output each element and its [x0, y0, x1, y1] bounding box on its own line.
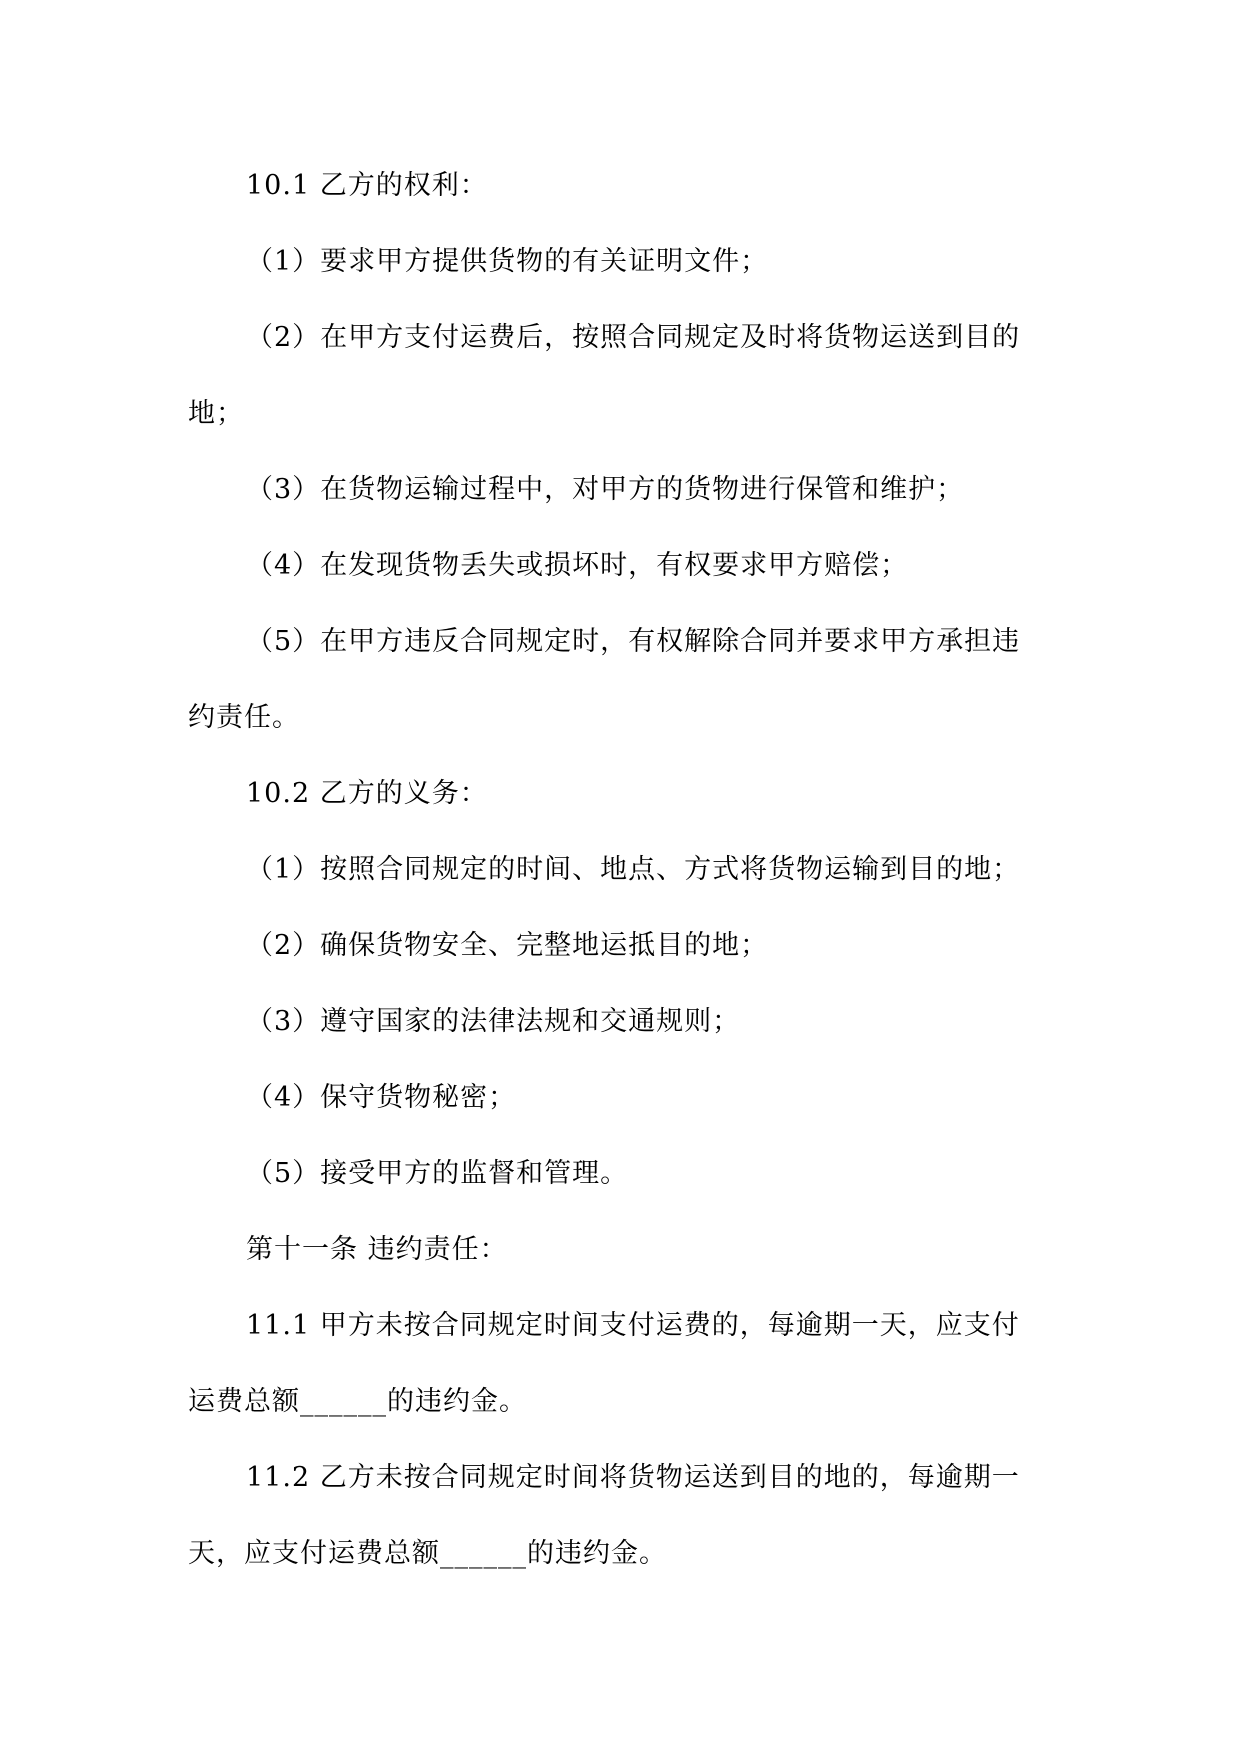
clause-10-1-heading: 10.1 乙方的权利：: [246, 170, 488, 201]
right-item-1: （1）要求甲方提供货物的有关证明文件；: [246, 246, 769, 277]
duty-item-3: （3）遵守国家的法律法规和交通规则；: [246, 1006, 741, 1037]
right-item-5: （5）在甲方违反合同规定时，有权解除合同并要求甲方承担违: [246, 626, 1021, 657]
right-item-2-continued: 地；: [188, 398, 244, 429]
clause-11-2-continued: 天，应支付运费总额______的违约金。: [188, 1538, 667, 1569]
duty-item-4: （4）保守货物秘密；: [246, 1082, 517, 1113]
right-item-5-continued: 约责任。: [188, 702, 300, 733]
right-item-4: （4）在发现货物丢失或损坏时，有权要求甲方赔偿；: [246, 550, 909, 581]
clause-11-1: 11.1 甲方未按合同规定时间支付运费的，每逾期一天，应支付: [246, 1310, 1020, 1341]
right-item-3: （3）在货物运输过程中，对甲方的货物进行保管和维护；: [246, 474, 965, 505]
right-item-2: （2）在甲方支付运费后，按照合同规定及时将货物运送到目的: [246, 322, 1021, 353]
clause-10-2-heading: 10.2 乙方的义务：: [246, 778, 488, 809]
article-11-heading: 第十一条 违约责任：: [246, 1234, 508, 1265]
duty-item-5: （5）接受甲方的监督和管理。: [246, 1158, 629, 1189]
clause-11-2: 11.2 乙方未按合同规定时间将货物运送到目的地的，每逾期一: [246, 1462, 1020, 1493]
document-page: [188, 148, 1054, 1592]
duty-item-1: （1）按照合同规定的时间、地点、方式将货物运输到目的地；: [246, 854, 1021, 885]
duty-item-2: （2）确保货物安全、完整地运抵目的地；: [246, 930, 769, 961]
clause-11-1-continued: 运费总额______的违约金。: [188, 1386, 527, 1417]
